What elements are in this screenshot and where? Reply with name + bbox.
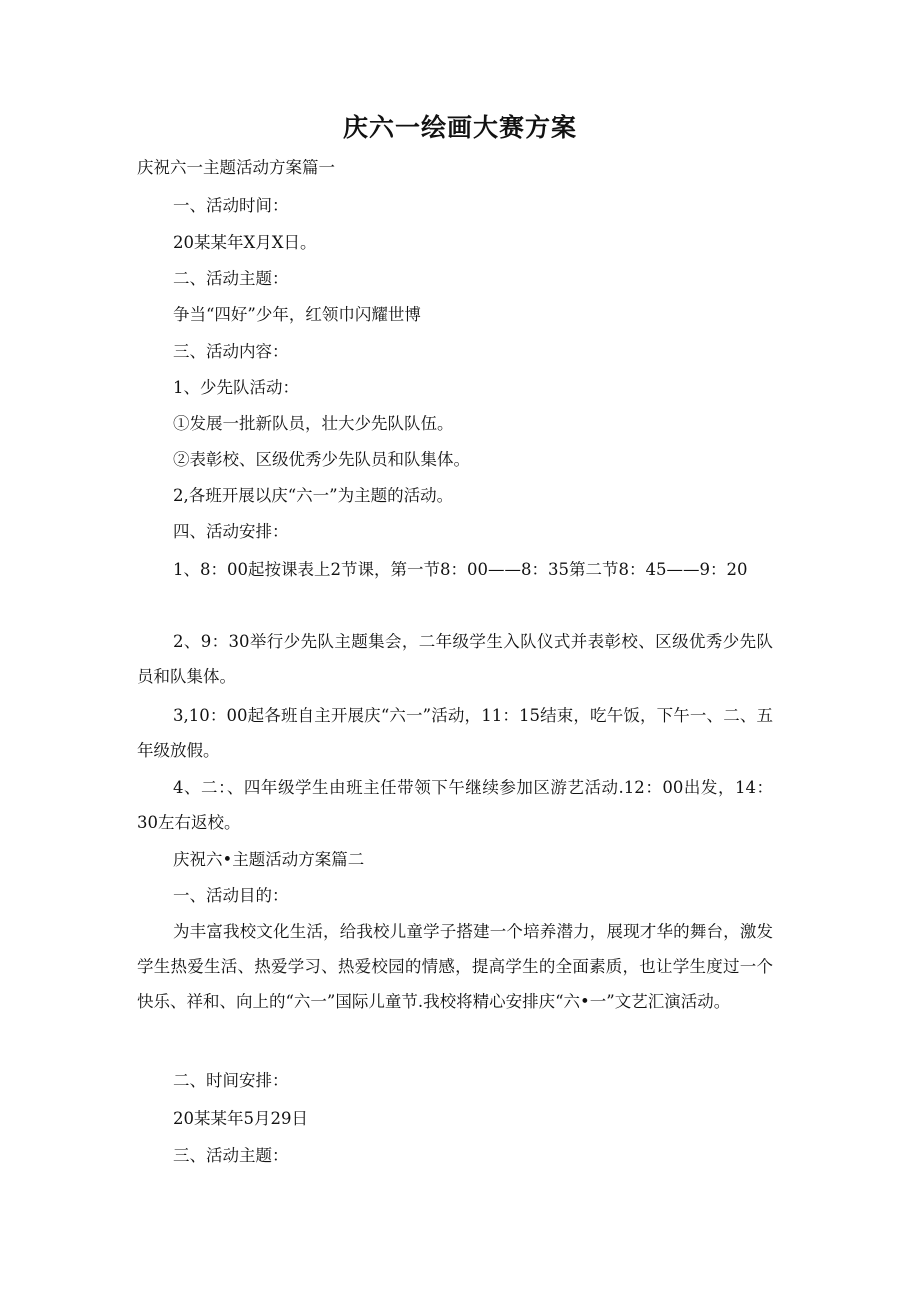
section1-heading: 庆祝六一主题活动方案篇一 <box>137 158 335 177</box>
s1-item4-paragraph-1: 1、8：00起按课表上2节课，第一节8：00——8：35第二节8：45——9：20 <box>173 560 748 579</box>
document-title: 庆六一绘画大赛方案 <box>342 113 577 142</box>
s1-item1-text: 20某某年X月X日。 <box>173 233 317 252</box>
s2-item2-text: 20某某年5月29日 <box>173 1109 308 1128</box>
s1-item3-sub1-a: ①发展一批新队员，壮大少先队队伍。 <box>173 414 454 433</box>
s1-item3-heading: 三、活动内容： <box>173 342 289 361</box>
s1-item3-sub2: 2,各班开展以庆“六一”为主题的活动。 <box>173 486 454 505</box>
s1-item2-text: 争当“四好”少年，红领巾闪耀世博 <box>173 305 421 324</box>
s1-item1-heading: 一、活动时间： <box>173 196 289 215</box>
s1-item4-heading: 四、活动安排： <box>173 522 289 541</box>
s1-item2-heading: 二、活动主题： <box>173 269 289 288</box>
s2-item1-paragraph: 为丰富我校文化生活，给我校儿童学子搭建一个培养潜力，展现才华的舞台，激发学生热爱生活、热爱学习、热爱校园的情感，提高学生的全面素质，也让学生度过一个快乐、祥和、向上的“六一”国际儿童节.我校将精心安排庆“六•一”文艺汇演活动。 <box>137 922 773 1011</box>
s1-item4-paragraph-3: 3,10：00起各班自主开展庆“六一”活动，11：15结束，吃午饭，下午一、二、五年级放假。 <box>137 706 773 760</box>
s2-item1-heading: 一、活动目的： <box>173 886 289 905</box>
s1-item4-paragraph-4: 4、二：、四年级学生由班主任带领下午继续参加区游艺活动.12：00出发，14：30左右返校。 <box>137 778 773 832</box>
s1-item3-sub1: 1、少先队活动： <box>173 378 299 397</box>
s1-item3-sub1-b: ②表彰校、区级优秀少先队员和队集体。 <box>173 450 470 469</box>
s2-item2-heading: 二、时间安排： <box>173 1071 289 1090</box>
s2-item3-heading: 三、活动主题： <box>173 1146 289 1165</box>
section2-heading: 庆祝六•主题活动方案篇二 <box>173 850 365 869</box>
s1-item4-paragraph-2: 2、9：30举行少先队主题集会，二年级学生入队仪式并表彰校、区级优秀少先队员和队集体。 <box>137 632 773 686</box>
